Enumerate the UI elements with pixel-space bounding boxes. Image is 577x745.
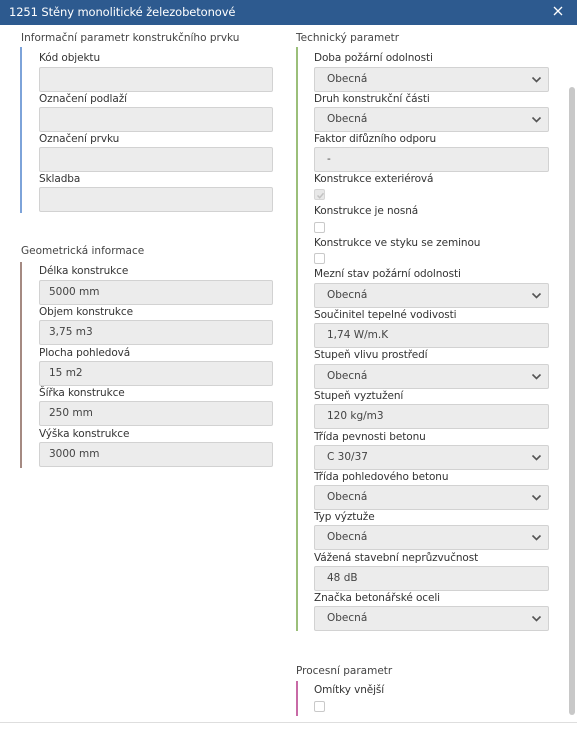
trida-pohledoveho-value: Obecná bbox=[327, 491, 368, 503]
soucinitel-field: 1,74 W/m.K bbox=[314, 323, 549, 348]
omitky-vnejsi-label: Omítky vnější bbox=[314, 684, 385, 696]
vyska-konstrukce-field: 3000 mm bbox=[39, 442, 273, 467]
konstrukce-exterierova-label: Konstrukce exteriérová bbox=[314, 173, 434, 185]
tech-section-title: Technický parametr bbox=[296, 32, 400, 44]
stupen-vlivu-label: Stupeň vlivu prostředí bbox=[314, 349, 428, 361]
plocha-pohledova-label: Plocha pohledová bbox=[39, 347, 131, 359]
stupen-vlivu-value: Obecná bbox=[327, 370, 368, 382]
chevron-down-icon bbox=[531, 613, 542, 624]
typ-vyztuze-label: Typ výztuže bbox=[314, 511, 375, 523]
skladba-label: Skladba bbox=[39, 173, 81, 185]
geo-section-title: Geometrická informace bbox=[21, 245, 145, 257]
scrollbar-thumb[interactable] bbox=[569, 87, 575, 715]
check-icon bbox=[316, 191, 325, 200]
chevron-down-icon bbox=[531, 74, 542, 85]
oznaceni-prvku-label: Označení prvku bbox=[39, 133, 120, 145]
chevron-down-icon bbox=[531, 492, 542, 503]
faktor-difuzniho-odporu-label: Faktor difůzního odporu bbox=[314, 133, 437, 145]
vazena-nepruzvucnost-label: Vážená stavební neprůzvučnost bbox=[314, 552, 479, 564]
vazena-nepruzvucnost-field: 48 dB bbox=[314, 566, 549, 591]
close-icon[interactable] bbox=[551, 4, 565, 18]
info-section-bar bbox=[20, 47, 22, 213]
plocha-pohledova-field: 15 m2 bbox=[39, 361, 273, 386]
doba-pozarni-odolnosti-value: Obecná bbox=[327, 73, 368, 85]
doba-pozarni-odolnosti-select[interactable] bbox=[314, 67, 549, 92]
faktor-difuzniho-odporu-field: - bbox=[314, 147, 549, 172]
stupen-vlivu-select[interactable] bbox=[314, 364, 549, 389]
tech-section-bar bbox=[296, 47, 298, 631]
geo-section-bar bbox=[20, 262, 22, 468]
delka-konstrukce-label: Délka konstrukce bbox=[39, 265, 129, 277]
znacka-oceli-select[interactable] bbox=[314, 606, 549, 631]
doba-pozarni-odolnosti-label: Doba požární odolnosti bbox=[314, 52, 433, 64]
typ-vyztuze-value: Obecná bbox=[327, 531, 368, 543]
trida-pevnosti-value: C 30/37 bbox=[327, 451, 368, 463]
objem-konstrukce-label: Objem konstrukce bbox=[39, 306, 133, 318]
kod-objektu-field[interactable] bbox=[39, 67, 273, 92]
druh-konstrukcni-casti-value: Obecná bbox=[327, 113, 368, 125]
dialog-titlebar bbox=[0, 0, 577, 25]
trida-pohledoveho-select[interactable] bbox=[314, 485, 549, 510]
skladba-field[interactable] bbox=[39, 187, 273, 212]
oznaceni-prvku-field[interactable] bbox=[39, 147, 273, 172]
konstrukce-exterierova-checkbox[interactable] bbox=[314, 189, 325, 200]
objem-konstrukce-field: 3,75 m3 bbox=[39, 320, 273, 345]
druh-konstrukcni-casti-label: Druh konstrukční části bbox=[314, 93, 430, 105]
konstrukce-je-nosna-checkbox[interactable] bbox=[314, 222, 325, 233]
znacka-oceli-value: Obecná bbox=[327, 612, 368, 624]
proc-section-bar bbox=[296, 681, 298, 716]
mezni-stav-select[interactable] bbox=[314, 283, 549, 308]
sirka-konstrukce-field: 250 mm bbox=[39, 401, 273, 426]
trida-pevnosti-label: Třída pevnosti betonu bbox=[314, 431, 426, 443]
konstrukce-ve-styku-checkbox[interactable] bbox=[314, 253, 325, 264]
mezni-stav-value: Obecná bbox=[327, 289, 368, 301]
trida-pohledoveho-label: Třída pohledového betonu bbox=[314, 471, 449, 483]
mezni-stav-label: Mezní stav požární odolnosti bbox=[314, 268, 461, 280]
typ-vyztuze-select[interactable] bbox=[314, 525, 549, 550]
oznaceni-podlazi-field[interactable] bbox=[39, 107, 273, 132]
chevron-down-icon bbox=[531, 452, 542, 463]
konstrukce-je-nosna-label: Konstrukce je nosná bbox=[314, 205, 419, 217]
oznaceni-podlazi-label: Označení podlaží bbox=[39, 93, 127, 105]
chevron-down-icon bbox=[531, 290, 542, 301]
znacka-oceli-label: Značka betonářské oceli bbox=[314, 592, 440, 604]
druh-konstrukcni-casti-select[interactable] bbox=[314, 107, 549, 132]
footer-divider bbox=[0, 722, 577, 723]
omitky-vnejsi-checkbox[interactable] bbox=[314, 701, 325, 712]
konstrukce-ve-styku-label: Konstrukce ve styku se zeminou bbox=[314, 237, 481, 249]
trida-pevnosti-select[interactable] bbox=[314, 445, 549, 470]
stupen-vyztuzeni-field: 120 kg/m3 bbox=[314, 404, 549, 429]
kod-objektu-label: Kód objektu bbox=[39, 52, 101, 64]
chevron-down-icon bbox=[531, 532, 542, 543]
soucinitel-label: Součinitel tepelné vodivosti bbox=[314, 309, 457, 321]
dialog-title: 1251 Stěny monolitické železobetonové bbox=[9, 5, 236, 19]
proc-section-title: Procesní parametr bbox=[296, 665, 393, 677]
stupen-vyztuzeni-label: Stupeň vyztužení bbox=[314, 390, 404, 402]
chevron-down-icon bbox=[531, 371, 542, 382]
info-section-title: Informační parametr konstrukčního prvku bbox=[21, 32, 240, 44]
chevron-down-icon bbox=[531, 114, 542, 125]
sirka-konstrukce-label: Šířka konstrukce bbox=[39, 387, 125, 399]
vertical-scrollbar[interactable] bbox=[567, 25, 577, 722]
vyska-konstrukce-label: Výška konstrukce bbox=[39, 428, 130, 440]
delka-konstrukce-field: 5000 mm bbox=[39, 280, 273, 305]
